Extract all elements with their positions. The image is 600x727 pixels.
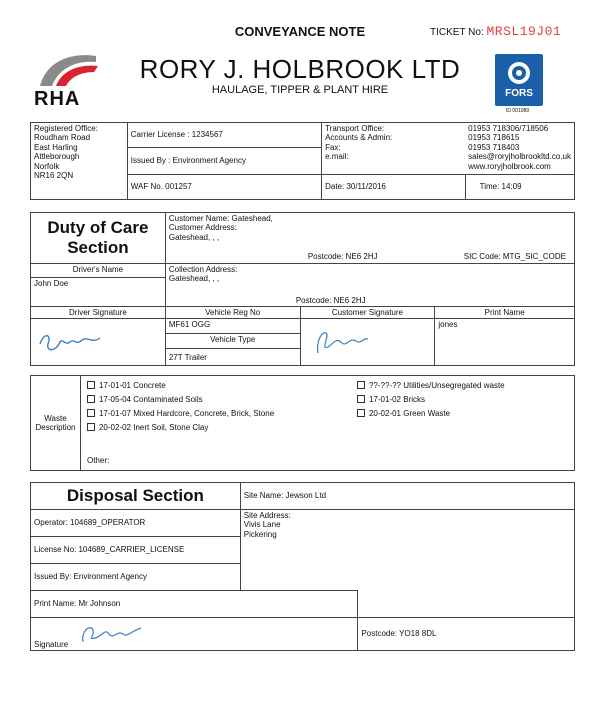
driver-name: John Doe: [31, 278, 166, 307]
fors-logo: [495, 54, 543, 106]
waste-option-label: 20-02-02 Inert Soil, Stone Clay: [98, 423, 209, 432]
signature-label: Signature: [34, 639, 69, 649]
waste-option[interactable]: [357, 395, 505, 409]
registered-office: [31, 123, 128, 200]
driver-name-header: Driver's Name: [31, 264, 166, 278]
collection-block: [165, 264, 574, 307]
waste-option[interactable]: [357, 409, 505, 423]
contact-labels: [322, 123, 466, 175]
waste-option[interactable]: [87, 423, 274, 437]
disposal-title: Disposal Section: [31, 483, 241, 510]
print-name: jones: [435, 319, 575, 366]
site-address-line: Vivis Lane: [243, 520, 281, 530]
address-line: East Harling: [34, 142, 78, 152]
waste-label-line: Waste: [44, 413, 67, 423]
print-name-header: Print Name: [435, 307, 575, 319]
carrier-license: Carrier License : 1234567: [127, 123, 321, 148]
collection-address: Gateshead, , ,: [168, 274, 220, 284]
disposal-table: [30, 482, 575, 651]
contact-value: 01953 718615: [468, 133, 520, 143]
duty-of-care-title-line: Section: [67, 238, 129, 257]
collection-address-label: Collection Address:: [168, 265, 238, 274]
waste-option[interactable]: [87, 381, 274, 395]
disposal-issued-by: Issued By: Environment Agency: [31, 564, 241, 591]
waste-option-label: 17-01-02 Bricks: [368, 395, 426, 404]
office-table: [30, 122, 575, 200]
waste-option-label: 17-05-04 Contaminated Soils: [98, 395, 203, 404]
waste-option[interactable]: [357, 381, 505, 395]
customer-postcode: Postcode: NE6 2HJ: [307, 251, 378, 261]
vehicle-reg: MF61 OGG: [165, 319, 300, 334]
collection-postcode: Postcode: NE6 2HJ: [295, 295, 366, 305]
site-address-label: Site Address:: [243, 511, 291, 520]
rha-logo-text: RHA: [34, 88, 81, 110]
other-label: Other:: [86, 456, 110, 465]
issued-by: Issued By : Environment Agency: [127, 148, 321, 175]
customer-block: [165, 213, 574, 264]
contact-values: [465, 123, 574, 175]
time: Time: 14:09: [465, 175, 574, 200]
waste-option-label: 17-01-07 Mixed Hardcore, Concrete, Brick, Stone: [98, 409, 275, 418]
contact-label: Fax:: [325, 142, 341, 152]
site-name: Site Name: Jewson Ltd: [240, 483, 574, 510]
vehicle-type: 27T Trailer: [165, 349, 300, 366]
customer-name: Customer Name: Gateshead,: [168, 214, 273, 223]
address-line: Roudham Road: [34, 133, 91, 143]
company-name: RORY J. HOLBROOK LTD: [139, 54, 461, 84]
checkbox-icon[interactable]: [357, 395, 365, 403]
registered-office-label: Registered Office:: [34, 124, 98, 133]
contact-label: Transport Office:: [325, 124, 385, 133]
fors-badge-icon: [506, 60, 532, 86]
ticket-number: [430, 24, 561, 39]
driver-signature-header: Driver Signature: [31, 307, 166, 319]
disposal-print-name: Print Name: Mr Johnson: [31, 591, 358, 618]
waste-option-label: 17-01-01 Concrete: [98, 381, 166, 390]
address-line: NR16 2QN: [34, 171, 74, 181]
vehicle-type-header: Vehicle Type: [165, 334, 300, 349]
disposal-signature-image: [75, 620, 155, 648]
waste-option[interactable]: [87, 395, 274, 409]
checkbox-icon[interactable]: [357, 409, 365, 417]
checkbox-icon[interactable]: [357, 381, 365, 389]
operator: Operator: 104689_OPERATOR: [31, 510, 241, 537]
vehicle-reg-header: Vehicle Reg No: [165, 307, 300, 319]
waste-option-label: 20-02-01 Green Waste: [368, 409, 451, 418]
ticket-label: TICKET No:: [430, 27, 484, 38]
fors-id: ID 001089: [506, 108, 530, 114]
customer-signature: [300, 319, 435, 366]
ticket-value: MRSL19J01: [486, 24, 562, 39]
rha-logo-icon: [36, 50, 106, 90]
contact-website: www.roryjholbrook.com: [468, 161, 551, 171]
disposal-postcode: Postcode: YO18 8DL: [358, 618, 575, 651]
customer-address: Gateshead, , ,: [168, 232, 220, 242]
disposal-signature: [31, 618, 358, 651]
driver-signature: [31, 319, 166, 366]
document-title: CONVEYANCE NOTE: [234, 24, 366, 39]
waste-table: [30, 375, 575, 471]
waf-number: WAF No. 001257: [127, 175, 321, 200]
waste-label-line: Description: [35, 423, 76, 432]
duty-of-care-title-line: Duty of Care: [47, 217, 149, 237]
customer-signature-image: [304, 323, 384, 359]
waste-option[interactable]: [87, 409, 274, 423]
date: Date: 30/11/2016: [322, 175, 466, 200]
disposal-license: License No: 104689_CARRIER_LICENSE: [31, 537, 241, 564]
address-line: Norfolk: [34, 161, 60, 171]
customer-address-label: Customer Address:: [168, 223, 237, 233]
driver-signature-image: [34, 326, 114, 356]
sic-code: SIC Code: MTG_SIC_CODE: [463, 251, 566, 261]
waste-option-label: ??-??-?? Utilities/Unsegregated waste: [368, 381, 505, 390]
contact-email: sales@roryjholbrookltd.co.uk: [468, 152, 571, 162]
waste-options: [80, 376, 574, 471]
contact-label: e.mail:: [325, 152, 349, 162]
address-line: Attleborough: [34, 152, 80, 162]
checkbox-icon[interactable]: [87, 423, 95, 431]
contact-value: 01953 718403: [468, 142, 520, 152]
customer-signature-header: Customer Signature: [300, 307, 435, 319]
duty-of-care-table: [30, 212, 575, 366]
waste-description-label: [31, 376, 81, 471]
site-address-line: Pickering: [243, 529, 277, 539]
checkbox-icon[interactable]: [87, 395, 95, 403]
contact-value: 01953 718306/718506: [468, 124, 549, 133]
company-tagline: HAULAGE, TIPPER & PLANT HIRE: [211, 84, 389, 96]
checkbox-icon[interactable]: [87, 409, 95, 417]
site-address: [240, 510, 574, 591]
checkbox-icon[interactable]: [87, 381, 95, 389]
contact-label: Accounts & Admin:: [325, 133, 393, 143]
duty-of-care-title: [31, 213, 166, 264]
fors-text: FORS: [505, 88, 533, 99]
